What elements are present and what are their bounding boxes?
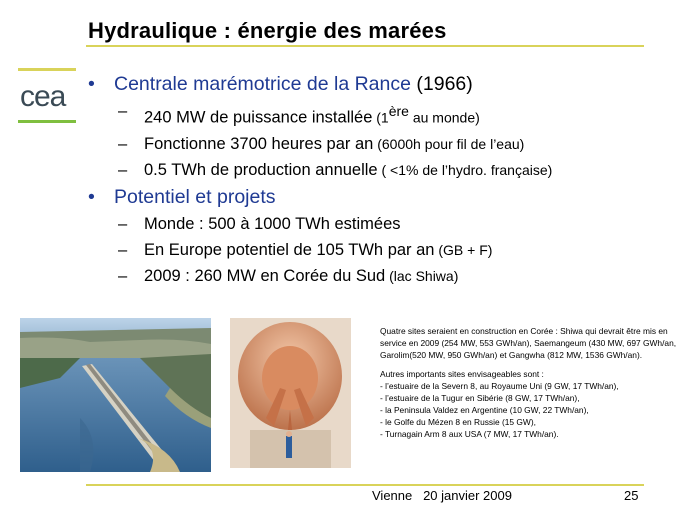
cea-logo — [18, 68, 76, 126]
bullet-heading: Potentiel et projets — [114, 185, 276, 208]
bulb-turbine-photo — [230, 318, 351, 468]
sub-bullet-world — [88, 211, 648, 237]
bullet-potentiel — [88, 183, 648, 211]
title-underline — [86, 45, 644, 47]
footer-rule — [86, 484, 644, 486]
sub-bullet-note: ( <1% de l’hydro. française) — [377, 161, 553, 178]
sub-bullet-note: (1 — [372, 109, 389, 126]
sub-bullet-power — [88, 98, 648, 131]
notes-item: - l’estuaire de la Severn 8, au Royaume Uni (9 GW, 17 TWh/an), — [380, 381, 619, 391]
bullet-dot: • — [88, 185, 95, 208]
bullet-rance — [88, 70, 648, 98]
dash: – — [118, 134, 128, 153]
notes-item: - l’estuaire de la Tugur en Sibérie (8 GW, 17 TWh/an), — [380, 393, 580, 403]
notes-box — [380, 325, 680, 440]
page-number: 25 — [624, 488, 639, 503]
bullet-year: (1966) — [410, 73, 473, 95]
sub-bullet-korea — [88, 263, 648, 289]
logo-bar-bottom — [18, 120, 76, 123]
dash: – — [118, 266, 128, 285]
dash: – — [118, 214, 128, 233]
dash: – — [118, 102, 128, 120]
sub-bullet-note: (6000h pour fil de l’eau) — [373, 135, 525, 152]
sub-bullet-text: 0.5 TWh de production annuelle — [144, 160, 378, 179]
notes-korea: Quatre sites seraient en construction en Corée : Shiwa qui devrait être mis en service en 2009 (254 MW, 553 GWh/an), Saemangeum (430 MW, 697 GWh/an, Garolim(520 MW, 950 GWh/an) et Gangwha (812 MW, 1536 GWh/an). — [380, 326, 677, 360]
dash: – — [118, 240, 128, 259]
superscript: ère — [388, 103, 409, 119]
bullet-dot: • — [88, 73, 95, 95]
notes-item: - le Golfe du Mézen 8 en Russie (15 GW), — [380, 417, 536, 427]
rance-barrage-photo — [20, 318, 211, 472]
sub-bullet-note: (lac Shiwa) — [385, 267, 459, 284]
logo-bar-top — [18, 68, 76, 71]
slide-title: Hydraulique : énergie des marées — [88, 18, 447, 43]
sub-bullet-text: Monde : 500 à 1000 TWh estimées — [144, 214, 401, 233]
logo-text: cea — [20, 80, 66, 113]
notes-item: - la Peninsula Valdez en Argentine (10 GW, 22 TWh/an), — [380, 405, 589, 415]
sub-bullet-production — [88, 157, 648, 183]
bullet-heading: Centrale marémotrice de la Rance — [114, 73, 411, 95]
sub-bullet-text: En Europe potentiel de 105 TWh par an — [144, 240, 435, 259]
sub-bullet-text: 240 MW de puissance installée — [144, 108, 373, 127]
sub-bullet-note-end: au monde) — [408, 109, 480, 126]
sub-bullet-hours — [88, 131, 648, 157]
sub-bullet-text: Fonctionne 3700 heures par an — [144, 134, 374, 153]
dash: – — [118, 160, 128, 179]
sub-bullet-note: (GB + F) — [434, 241, 493, 258]
notes-intro: Autres importants sites envisageables sont : — [380, 369, 544, 379]
sub-bullet-europe — [88, 237, 648, 263]
notes-item: - Turnagain Arm 8 aux USA (7 MW, 17 TWh/an). — [380, 429, 559, 439]
sub-bullet-text: 2009 : 260 MW en Corée du Sud — [144, 266, 386, 285]
bullet-list — [88, 70, 648, 289]
footer-text: Vienne 20 janvier 2009 — [372, 488, 512, 503]
